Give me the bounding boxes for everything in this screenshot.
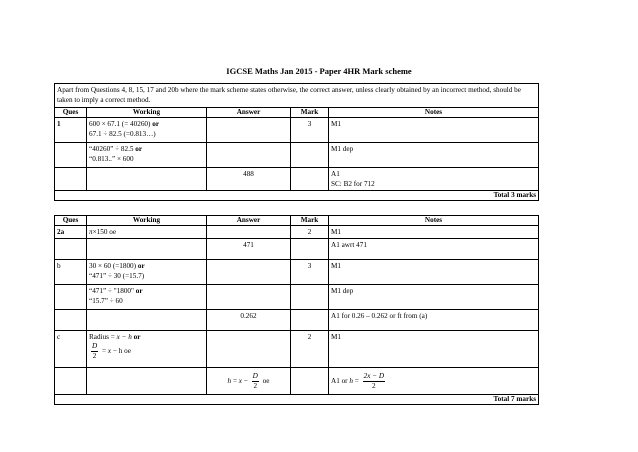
total-marks: Total 3 marks — [55, 191, 539, 201]
total-row — [55, 395, 539, 405]
notes-cell: A1 SC: B2 for 712 — [329, 168, 539, 191]
mark-cell — [291, 168, 329, 191]
intro-text: Apart from Questions 4, 8, 15, 17 and 20b where the mark scheme states otherwise, the correct answer, unless clearly obtained by an incorrect method, should be taken to imply a correct method. — [55, 84, 539, 108]
notes-cell: M1 — [329, 260, 539, 285]
question-number — [55, 239, 87, 260]
working-cell — [87, 239, 207, 260]
answer-cell: 471 — [207, 239, 291, 260]
question-number — [55, 143, 87, 168]
table-row — [55, 118, 539, 143]
working-cell — [87, 310, 207, 331]
answer-cell — [207, 143, 291, 168]
answer-cell — [207, 331, 291, 368]
mark-cell: 2 — [291, 331, 329, 368]
mark-cell — [291, 285, 329, 310]
answer-cell: h = x − $\frac{D}{2}$ oe — [207, 368, 291, 395]
answer-cell — [207, 118, 291, 143]
fraction: $\frac{2x - D}{2}$ — [363, 371, 385, 390]
notes-cell: A1 awrt 471 — [329, 239, 539, 260]
notes-cell: M1 dep — [329, 285, 539, 310]
question-number: 1 — [55, 118, 87, 143]
table-row — [55, 239, 539, 260]
question-2-table — [54, 215, 539, 405]
answer-cell — [207, 226, 291, 239]
notes-cell: A1 or h = $\frac{2x - D}{2}$ — [329, 368, 539, 395]
header-notes: Notes — [329, 108, 539, 118]
notes-cell: M1 dep — [329, 143, 539, 168]
header-working: Working — [87, 216, 207, 226]
notes-cell: M1 — [329, 331, 539, 368]
mark-cell — [291, 143, 329, 168]
question-number — [55, 168, 87, 191]
header-ques: Ques — [55, 108, 87, 118]
page-title: IGCSE Maths Jan 2015 - Paper 4HR Mark scheme — [226, 66, 412, 76]
mark-cell: 3 — [291, 260, 329, 285]
working-cell: Radius = x − h or $\frac{D}{2}$ = x − h oe — [87, 331, 207, 368]
table-row — [55, 260, 539, 285]
table-row — [55, 310, 539, 331]
working-cell: 30 × 60 (=1800) or “471” ÷ 30 (=15.7) — [87, 260, 207, 285]
question-number — [55, 310, 87, 331]
fraction: $\frac{D}{2}$ — [252, 371, 258, 390]
total-row — [55, 191, 539, 201]
working-cell: “471” ÷ "1800" or “15.7” ÷ 60 — [87, 285, 207, 310]
header-row — [55, 216, 539, 226]
table-row — [55, 168, 539, 191]
answer-cell — [207, 260, 291, 285]
working-cell — [87, 168, 207, 191]
working-cell — [87, 368, 207, 395]
working-cell: “40260” ÷ 82.5 or “0.813..” × 600 — [87, 143, 207, 168]
table-row — [55, 368, 539, 395]
notes-cell: M1 — [329, 226, 539, 239]
mark-cell: 3 — [291, 118, 329, 143]
working-cell: π×150 oe — [87, 226, 207, 239]
table-row — [55, 143, 539, 168]
intro-row — [55, 84, 539, 108]
header-mark: Mark — [291, 216, 329, 226]
question-1-table — [54, 83, 539, 201]
notes-cell: M1 — [329, 118, 539, 143]
fraction: $\frac{D}{2}$ — [92, 342, 98, 360]
mark-cell — [291, 239, 329, 260]
question-number — [55, 368, 87, 395]
mark-cell — [291, 368, 329, 395]
total-marks: Total 7 marks — [55, 395, 539, 405]
mark-cell — [291, 310, 329, 331]
answer-cell: 488 — [207, 168, 291, 191]
answer-cell: 0.262 — [207, 310, 291, 331]
table-row — [55, 331, 539, 368]
header-notes: Notes — [329, 216, 539, 226]
header-mark: Mark — [291, 108, 329, 118]
header-answer: Answer — [207, 216, 291, 226]
mark-cell: 2 — [291, 226, 329, 239]
table-row — [55, 226, 539, 239]
question-number — [55, 285, 87, 310]
answer-cell — [207, 285, 291, 310]
question-number: b — [55, 260, 87, 285]
header-working: Working — [87, 108, 207, 118]
question-number: c — [55, 331, 87, 368]
header-answer: Answer — [207, 108, 291, 118]
header-ques: Ques — [55, 216, 87, 226]
header-row — [55, 108, 539, 118]
question-number: 2a — [55, 226, 87, 239]
working-cell: 600 × 67.1 (= 40260) or 67.1 ÷ 82.5 (=0.813…) — [87, 118, 207, 143]
table-row — [55, 285, 539, 310]
notes-cell: A1 for 0.26 – 0.262 or ft from (a) — [329, 310, 539, 331]
